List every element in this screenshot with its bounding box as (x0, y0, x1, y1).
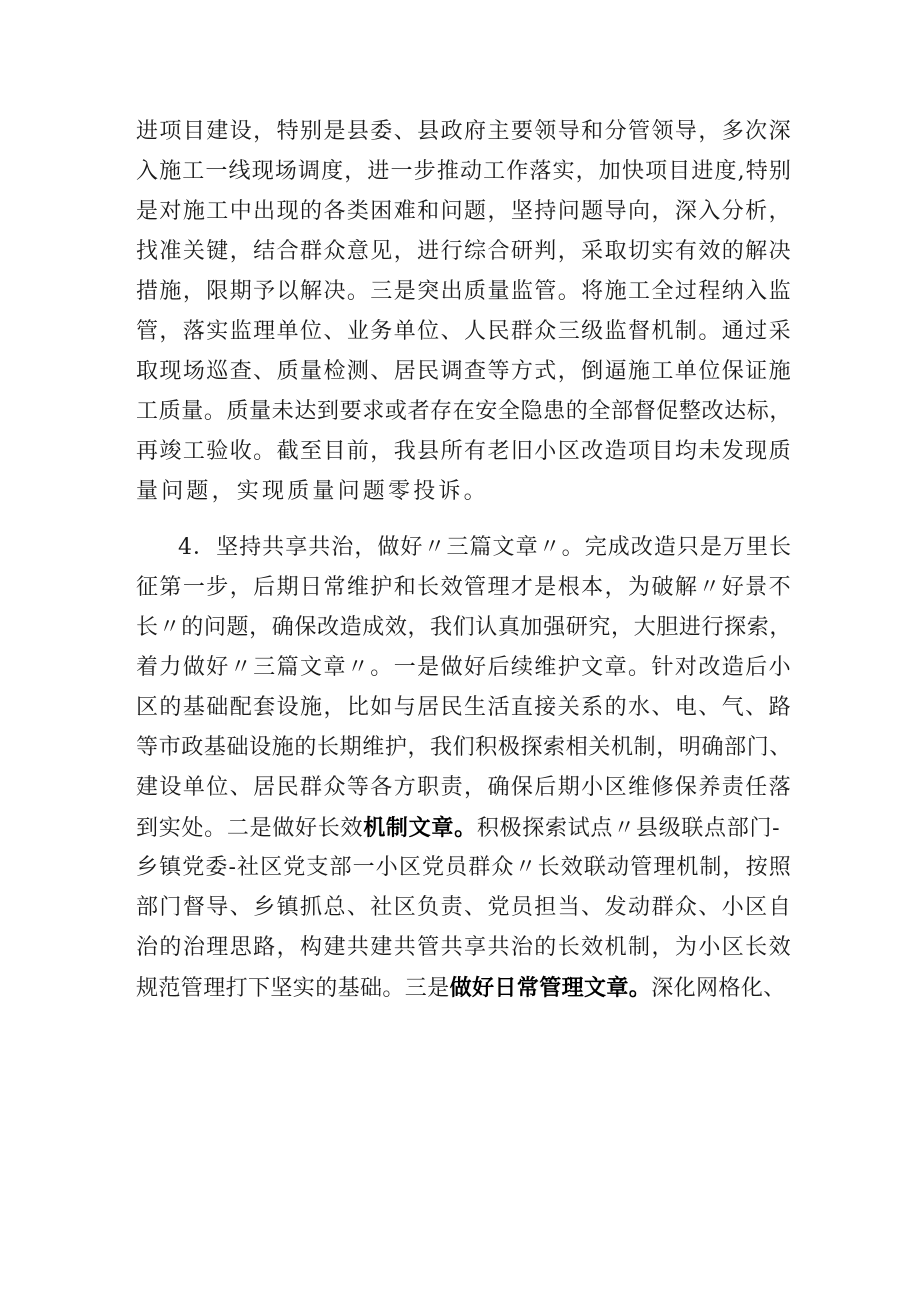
paragraph-line (136, 152, 792, 192)
text-run: 到实处。二是做好长效 (136, 816, 364, 841)
text-run: 措施，限期予以解决。三是突出质量监管。将施工全过程纳入监 (136, 279, 793, 304)
paragraph-line (136, 848, 792, 888)
text-run: 量问题，实现质量问题零投诉。 (136, 479, 489, 504)
paragraph-line (136, 888, 792, 928)
paragraph-line (136, 112, 792, 152)
text-run: 区的基础配套设施，比如与居民生活直接关系的水、电、气、路 (136, 695, 793, 720)
text-run: 找准关键，结合群众意见，进行综合研判，采取切实有效的解决 (136, 239, 793, 264)
text-run: 治的治理思路，构建共建共管共享共治的长效机制，为小区长效 (136, 935, 793, 960)
text-run: 等市政基础设施的长期维护，我们积极探索相关机制，明确部门、 (136, 735, 792, 760)
paragraph-line (136, 768, 792, 808)
paragraph-line (136, 392, 792, 432)
text-run: 4．坚持共享共治，做好〃三篇文章〃。完成改造只是万里长 (178, 535, 793, 560)
text-run: 进项目建设，特别是县委、县政府主要领导和分管领导，多次深 (136, 119, 793, 144)
text-run: 取现场巡查、质量检测、居民调查等方式，倒逼施工单位保证施 (136, 359, 793, 384)
text-run: 乡镇党委-社区党支部一小区党员群众〃长效联动管理机制，按照 (136, 855, 792, 880)
text-run: 着力做好〃三篇文章〃。一是做好后续维护文章。针对改造后小 (136, 655, 793, 680)
text-run: 建设单位、居民群众等各方职责，确保后期小区维修保养责任落 (136, 775, 793, 800)
text-run (136, 808, 780, 848)
paragraph-line (136, 192, 792, 232)
text-run: 部门督导、乡镇抓总、社区负责、党员担当、发动群众、小区自 (136, 895, 793, 920)
paragraph-line (136, 352, 792, 392)
text-run: 入施工一线现场调度，进一步推动工作落实，加快项目进度,特别 (136, 159, 793, 184)
paragraph-line (136, 472, 792, 512)
paragraph-line (136, 808, 792, 848)
bold-text-run: 做好日常管理文章。 (449, 975, 652, 1001)
text-run: 工质量。质量未达到要求或者存在安全隐患的全部督促整改达标， (136, 399, 792, 424)
paragraph-line (178, 528, 792, 568)
text-run: 再竣工验收。截至目前，我县所有老旧小区改造项目均未发现质 (136, 439, 793, 464)
text-run (136, 968, 786, 1008)
text-run: 是对施工中出现的各类困难和问题，坚持问题导向，深入分析， (136, 199, 793, 224)
text-run: 规范管理打下坚实的基础。三是 (136, 976, 450, 1001)
paragraph-line (136, 648, 792, 688)
paragraph-line (136, 928, 792, 968)
paragraph-line (136, 968, 792, 1008)
text-run: 管，落实监理单位、业务单位、人民群众三级监督机制。通过采 (136, 319, 793, 344)
text-run: 征第一步，后期日常维护和长效管理才是根本，为破解〃好景不 (136, 575, 793, 600)
text-run: 长〃的问题，确保改造成效，我们认真加强研究，大胆进行探索， (136, 615, 792, 640)
text-run: 深化网格化、 (651, 976, 786, 1001)
paragraph-line (136, 432, 792, 472)
paragraph-line (136, 608, 792, 648)
paragraph-line (136, 688, 792, 728)
paragraph-line (136, 568, 792, 608)
bold-text-run: 机制文章。 (363, 815, 477, 841)
text-run: 积极探索试点〃县级联点部门- (476, 816, 781, 841)
paragraph-line (136, 232, 792, 272)
paragraph-line (136, 728, 792, 768)
paragraph-line (136, 272, 792, 312)
paragraph-line (136, 312, 792, 352)
